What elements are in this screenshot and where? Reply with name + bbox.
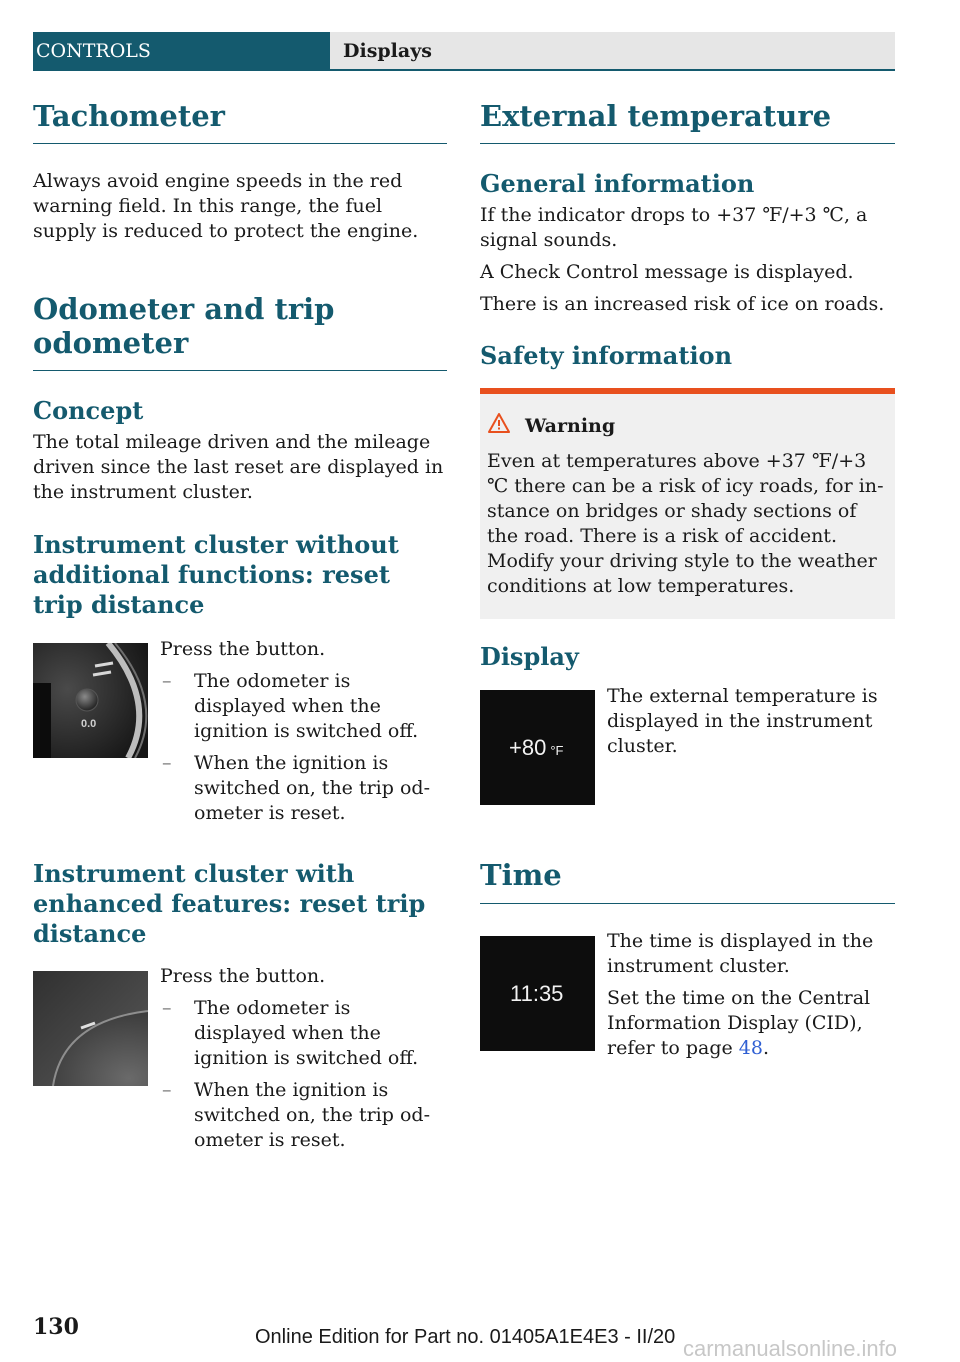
- list-item: – The odometer is displayed when the ignition is switched off.: [160, 669, 447, 744]
- display-body: The external temperature is displayed in the instrument cluster.: [607, 685, 878, 758]
- time-value: 11:35: [510, 980, 564, 1006]
- time-p2: [607, 986, 895, 1061]
- enhanced-figure-row: [33, 964, 447, 1153]
- time-p2-text: Set the time on the Central Information Display (CID), refer to page: [607, 986, 871, 1059]
- time-p1: The time is displayed in the instrument cluster.: [607, 929, 874, 977]
- odometer-heading: Odometer and trip odometer: [33, 293, 447, 371]
- enhanced-heading: Instrument cluster with enhanced features: reset trip distance: [33, 859, 426, 949]
- general-p2: A Check Control message is displayed.: [480, 261, 854, 284]
- time-display-image: [480, 936, 595, 1051]
- list-item: – The odometer is displayed when the ignition is switched off.: [160, 996, 447, 1071]
- cluster-enhanced-image: [33, 971, 148, 1086]
- tachometer-heading: Tachometer: [33, 100, 447, 144]
- section-label: CONTROLS: [36, 40, 151, 62]
- without-text: [160, 637, 447, 826]
- display-figure-row: [480, 684, 895, 805]
- watermark: carmanualsonline.info: [683, 1336, 898, 1361]
- enhanced-text: [160, 964, 447, 1153]
- edition-note: Online Edition for Part no. 01405A1E4E3 - II/20: [255, 1326, 676, 1348]
- safety-information-heading: Safety information: [480, 341, 733, 371]
- time-heading: Time: [480, 859, 895, 903]
- temperature-unit: °F: [550, 743, 564, 759]
- warning-title-text: Warning: [525, 415, 616, 438]
- chapter-label: Displays: [343, 40, 432, 62]
- warning-title: [487, 412, 888, 441]
- time-text: [607, 929, 895, 1061]
- display-heading: Display: [480, 642, 579, 672]
- warning-box: [480, 388, 895, 619]
- without-intro: Press the button.: [160, 638, 326, 661]
- tachometer-body: Always avoid engine speeds in the red warning field. In this range, the fuel supply is reduced to protect the engine.: [33, 170, 419, 243]
- concept-body: The total mileage driven and the mileage driven since the last reset are displayed in the instrument cluster.: [33, 431, 444, 504]
- right-column: [480, 100, 895, 1061]
- page-48-link[interactable]: 48: [738, 1036, 763, 1059]
- odometer-reading: 0.0: [81, 718, 97, 731]
- general-information-heading: General information: [480, 169, 755, 199]
- temperature-value: +80: [509, 735, 547, 761]
- general-p1: If the indicator drops to +37 ℉/+3 ℃, a signal sounds.: [480, 204, 868, 252]
- enhanced-list: [160, 996, 447, 1153]
- page-number: 130: [33, 1314, 79, 1340]
- temperature-display-image: [480, 690, 595, 805]
- header-rule: [33, 69, 895, 71]
- warning-triangle-icon: [487, 412, 513, 441]
- enhanced-intro: Press the button.: [160, 965, 326, 988]
- without-figure-row: [33, 637, 447, 826]
- display-text: [607, 684, 895, 805]
- time-figure-row: [480, 929, 895, 1061]
- time-p2-end: .: [762, 1036, 770, 1059]
- concept-heading: Concept: [33, 396, 144, 426]
- section-tab: [33, 32, 330, 70]
- without-list: [160, 669, 447, 826]
- cluster-button-image: [33, 643, 148, 758]
- left-column: [33, 100, 447, 1153]
- without-heading: Instrument cluster without additional functions: reset trip distance: [33, 530, 399, 620]
- warning-body: Even at temperatures above +37 ℉/+3 ℃ there can be a risk of icy roads, for instance on bridges or shady sections of the road. There is a risk of accident. Modify your driving style to the weather conditions at low temperatures.: [487, 450, 884, 598]
- list-item: – When the ignition is switched on, the trip odometer is reset.: [160, 751, 447, 826]
- general-p3: There is an increased risk of ice on roads.: [480, 293, 885, 316]
- external-temperature-heading: External temperature: [480, 100, 895, 144]
- list-item: – When the ignition is switched on, the trip odometer is reset.: [160, 1078, 447, 1153]
- chapter-tab: [330, 32, 895, 70]
